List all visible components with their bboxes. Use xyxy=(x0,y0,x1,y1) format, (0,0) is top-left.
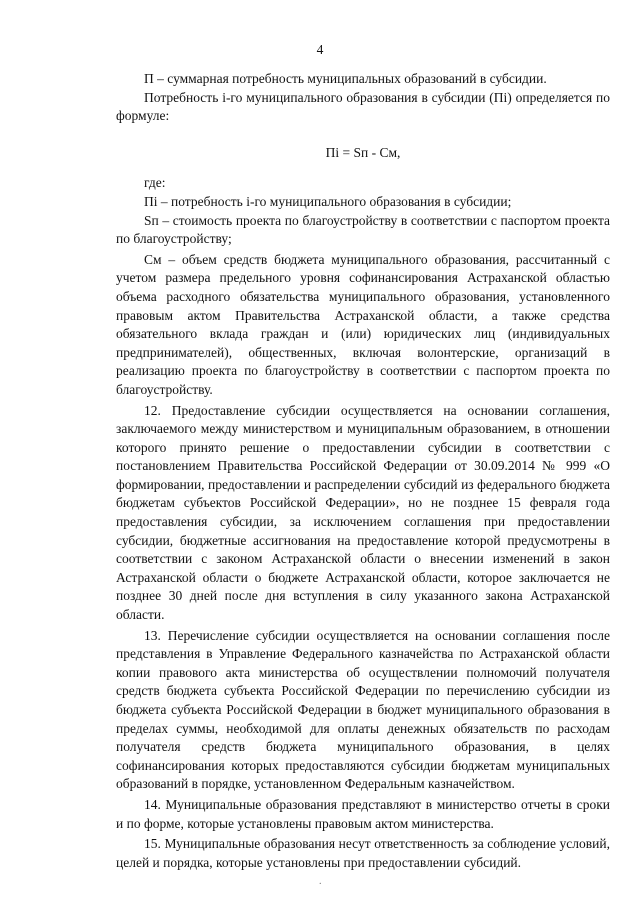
paragraph-item-14: 14. Муниципальные образования представляют в министерство отчеты в сроки и по форме, которые установлены правовым актом министерства. xyxy=(116,796,610,831)
footer-mark: . xyxy=(319,876,322,887)
paragraph-where: где: xyxy=(144,175,166,191)
paragraph-def-pi: Пi – потребность i-го муниципального образования в субсидии; xyxy=(144,193,512,209)
paragraph-item-13: 13. Перечисление субсидии осуществляется на основании соглашения после представления в Управление Федерального казначейства по Астраханской области копии правового акта министерства об осуществлении полномочий получателя средств бюджета субъекта Российской Федерации по перечислению субсидии из бюджета субъекта Российской Федерации в бюджет муниципального образования в пределах суммы, необходимой для оплаты денежных обязательств по расходам получателя средств бюджета муниципального образования, в целях софинансирования которых предоставляются субсидии бюджетам муниципальных образований в порядке, установленном Федеральным казначейством. xyxy=(116,627,610,792)
page-number: 4 xyxy=(316,42,324,57)
paragraph-def-sm: См – объем средств бюджета муниципального образования, рассчитанный с учетом размера предельного уровня софинансирования Астраханской областью объема расходного обязательства муниципального образования, установленного правовым актом Правительства Астраханской области, а также средства обязательного вклада граждан и (или) юридических лиц (индивидуальных предпринимателей), общественных, включая волонтерские, организаций в реализацию проекта по благоустройству в соответствии с паспортом проекта по благоустройству. xyxy=(116,251,610,397)
formula: Пi = Sп - См, xyxy=(325,144,401,160)
paragraph-total-need: П – суммарная потребность муниципальных образований в субсидии. xyxy=(144,71,547,86)
paragraph-need-definition: Потребность i-го муниципального образования в субсидии (Пi) определяется по формуле: xyxy=(116,89,610,124)
paragraph-item-12: 12. Предоставление субсидии осуществляется на основании соглашения, заключаемого между министерством и муниципальным образованием, в отношении которого принято решение о предоставлении субсидии в соответствии с постановлением Правительства Российской Федерации от 30.09.2014 № 999 «О формировании, предоставлении и распределении субсидий из федерального бюджета бюджетам субъектов Российской Федерации», но не позднее 15 февраля года предоставления субсидии, за исключением соглашения при предоставлении субсидии, бюджетные ассигнования на предоставление которой предусмотрены в соответствии с законом Астраханской области о внесении изменений в закон Астраханской области о бюджете Астраханской области, которое заключается не позднее 30 дней после дня вступления в силу указанного закона Астраханской области. xyxy=(116,402,610,623)
paragraph-def-sp: Sп – стоимость проекта по благоустройству в соответствии с паспортом проекта по благоустройству; xyxy=(116,212,610,247)
paragraph-item-15: 15. Муниципальные образования несут ответственность за соблюдение условий, целей и порядка, которые установлены при предоставлении субсидий. xyxy=(116,836,610,870)
document-body xyxy=(116,70,610,872)
